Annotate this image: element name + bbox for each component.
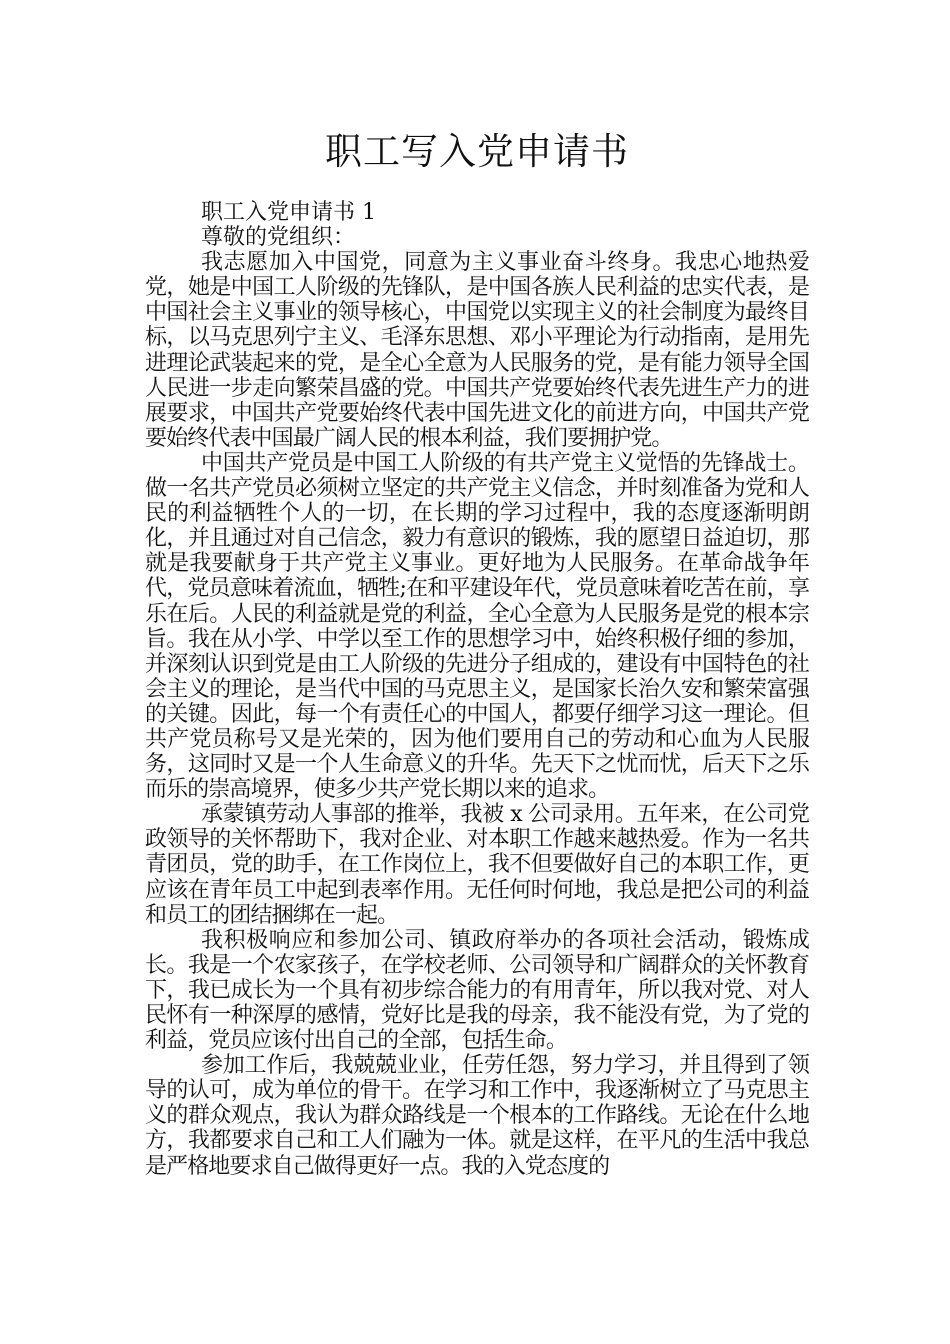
salutation: 尊敬的党组织： (201, 225, 356, 251)
paragraph-5: 参加工作后，我兢兢业业，任劳任怨，努力学习，并且得到了领导的认可，成为单位的骨干。在学习和工作中，我逐渐树立了马克思主义的群众观点，我认为群众路线是一个根本的工作路线。无论在什么地方，我都要求自己和工人们融为一体。就是这样，在平凡的生活中我总是严格地要求自己做得更好一点。我的入党态度的 (145, 1053, 809, 1179)
document-title: 职工写入党申请书 (325, 130, 629, 173)
paragraph-4: 我积极响应和参加公司、镇政府举办的各项社会活动，锻炼成长。我是一个农家孩子，在学校老师、公司领导和广阔群众的关怀教育下，我已成长为一个具有初步综合能力的有用青年，所以我对党、对人民怀有一种深厚的感情，党好比是我的母亲，我不能没有党，为了党的利益，党员应该付出自己的全部，包括生命。 (145, 927, 809, 1054)
document-page (145, 124, 809, 1179)
document-subtitle: 职工入党申请书 1 (201, 200, 376, 225)
paragraph-1: 我志愿加入中国党，同意为主义事业奋斗终身。我忠心地热爱党，她是中国工人阶级的先锋队，是中国各族人民利益的忠实代表，是中国社会主义事业的领导核心，中国党以实现主义的社会制度为最终目标，以马克思列宁主义、毛泽东思想、邓小平理论为行动指南，是用先进理论武装起来的党，是全心全意为人民服务的党，是有能力领导全国人民进一步走向繁荣昌盛的党。中国共产党要始终代表先进生产力的进展要求，中国共产党要始终代表中国先进文化的前进方向，中国共产党要始终代表中国最广阔人民的根本利益，我们要拥护党。 (145, 250, 809, 451)
paragraph-3: 承蒙镇劳动人事部的推举，我被 x 公司录用。五年来，在公司党政领导的关怀帮助下，我对企业、对本职工作越来越热爱。作为一名共青团员，党的助手，在工作岗位上，我不但要做好自己的本职工作，更应该在青年员工中起到表率作用。无任何时何地，我总是把公司的利益和员工的团结捆绑在一起。 (145, 802, 809, 928)
paragraph-2: 中国共产党员是中国工人阶级的有共产党主义觉悟的先锋战士。做一名共产党员必须树立坚定的共产党主义信念，并时刻准备为党和人民的利益牺牲个人的一切，在长期的学习过程中，我的态度逐渐明朗化，并且通过对自己信念，毅力有意识的锻炼，我的愿望日益迫切，那就是我要献身于共产党主义事业。更好地为人民服务。在革命战争年代，党员意味着流血，牺牲;在和平建设年代，党员意味着吃苦在前，享乐在后。人民的利益就是党的利益，全心全意为人民服务是党的根本宗旨。我在从小学、中学以至工作的思想学习中，始终积极仔细的参加，并深刻认识到党是由工人阶级的先进分子组成的，建设有中国特色的社会主义的理论，是当代中国的马克思主义，是国家长治久安和繁荣富强的关键。因此，每一个有责任心的中国人，都要仔细学习这一理论。但共产党员称号又是光荣的，因为他们要用自己的劳动和心血为人民服务，这同时又是一个人生命意义的升华。先天下之忧而忧，后天下之乐而乐的崇高境界，使多少共产党长期以来的追求。 (145, 450, 809, 803)
